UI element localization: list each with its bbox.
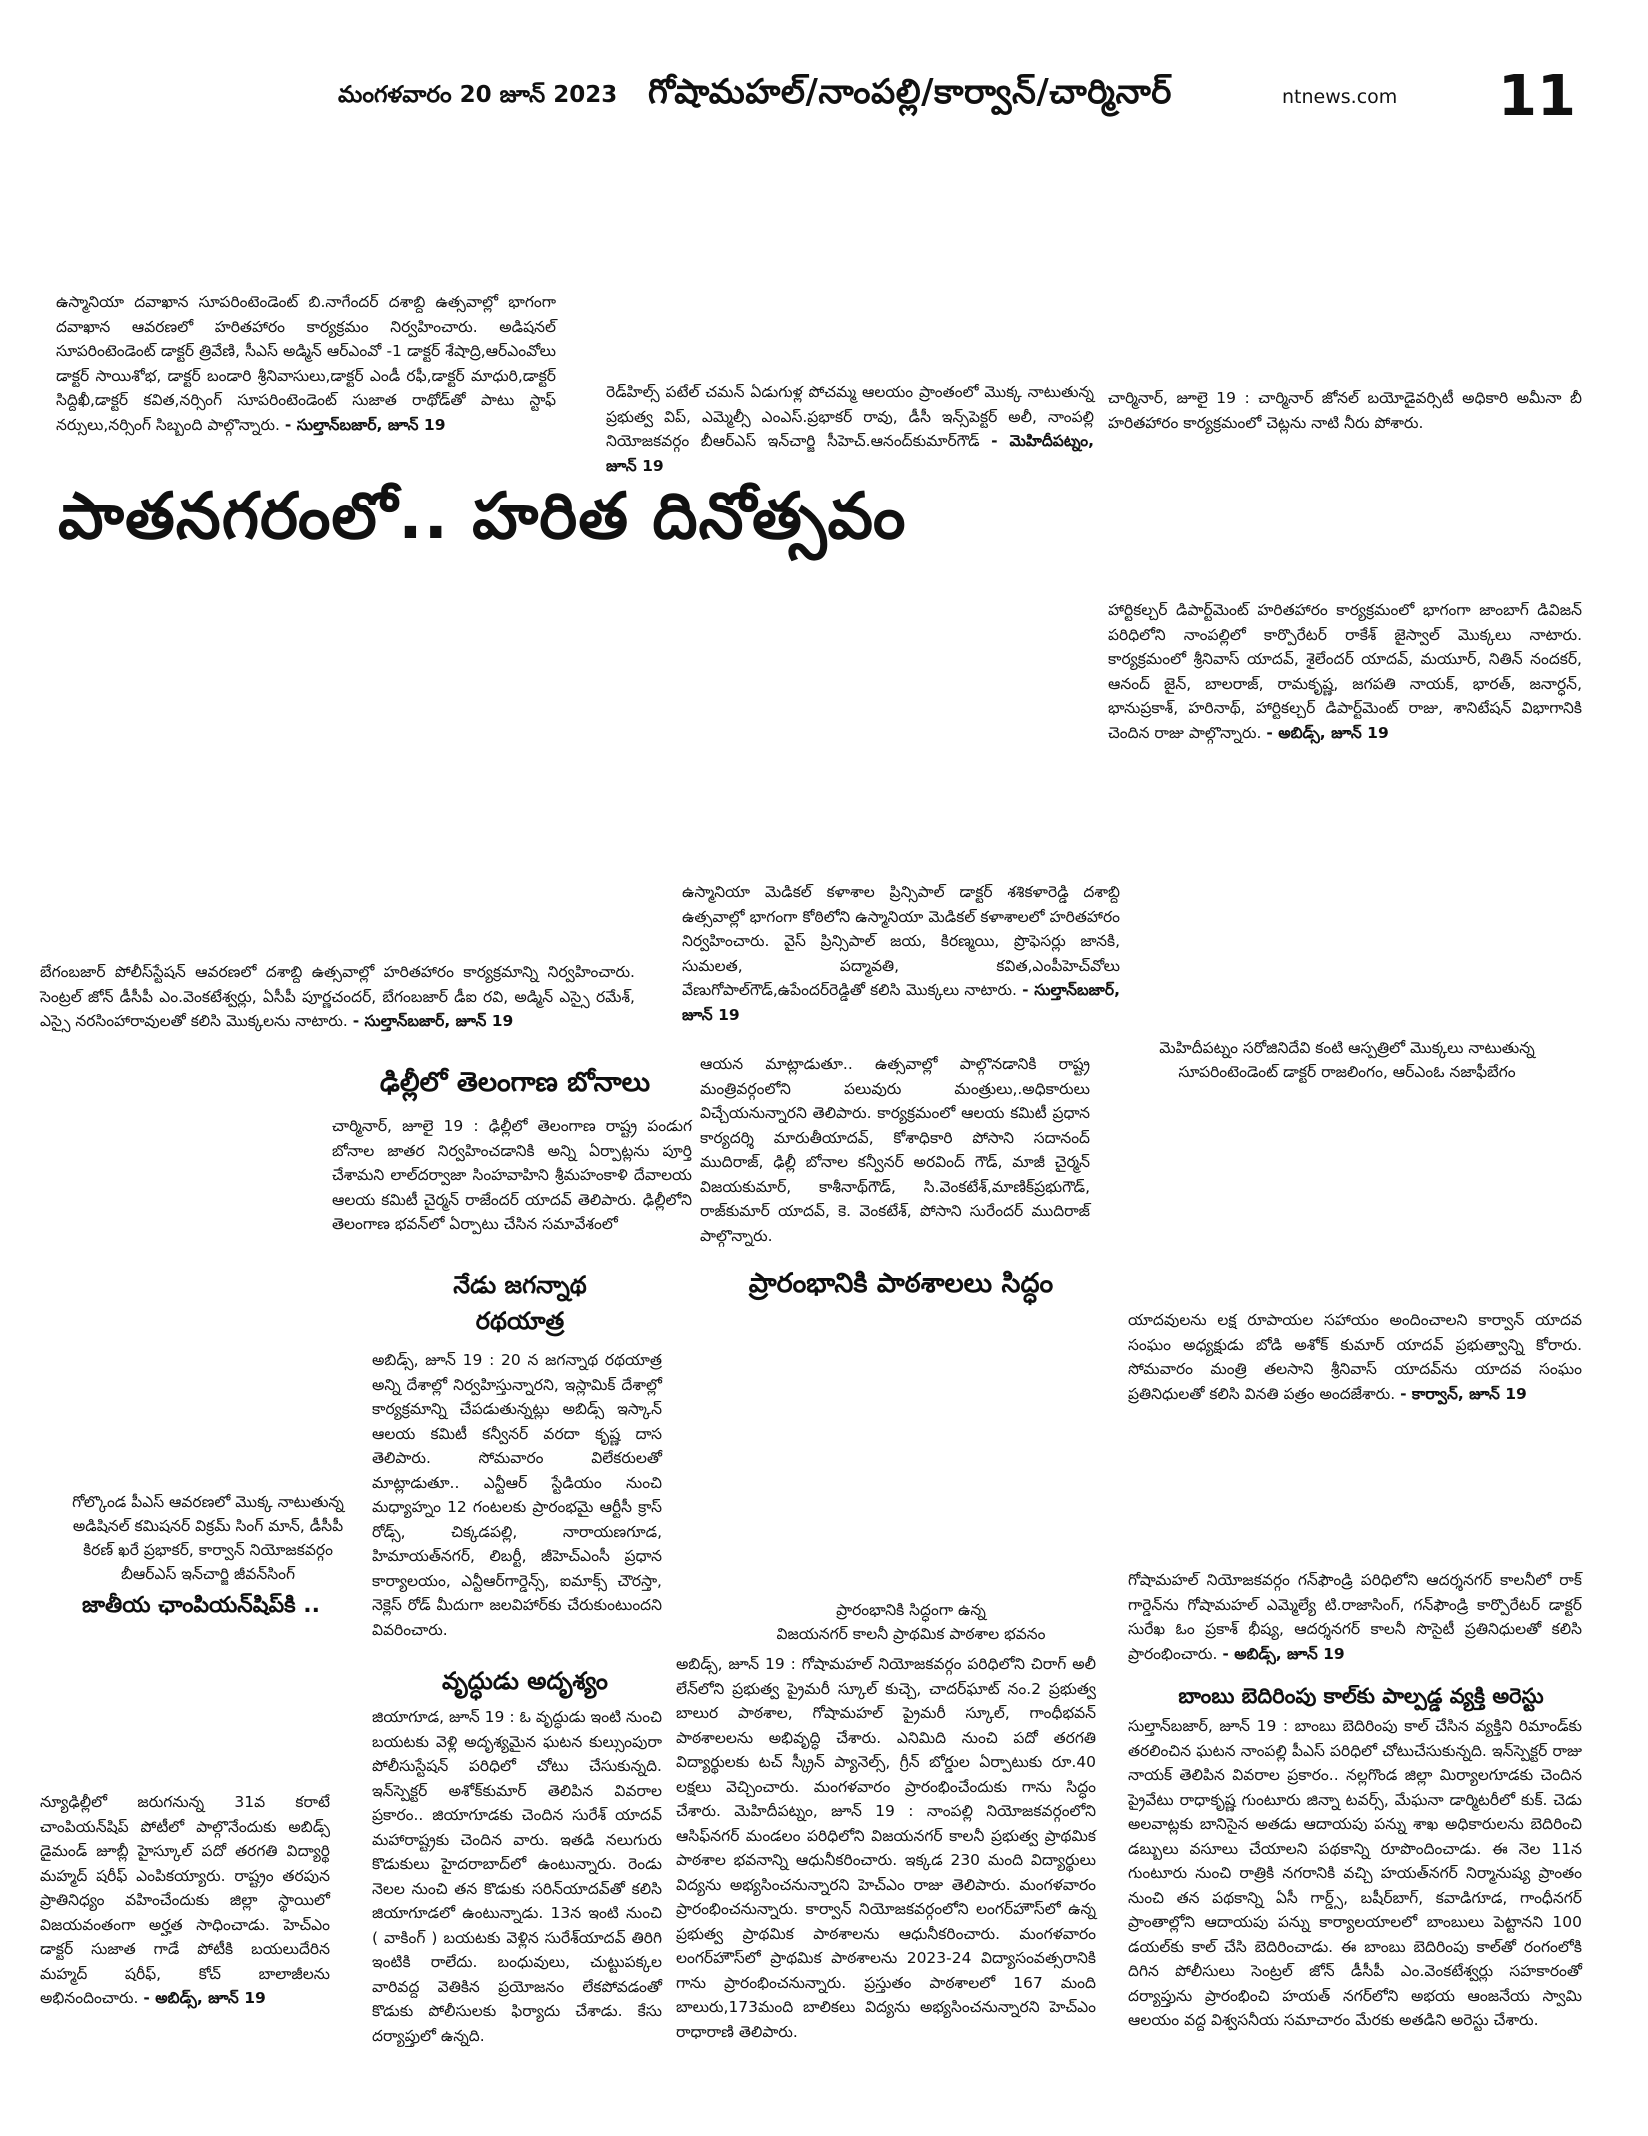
story-body-delhi-bonalu-2: ఆయన మాట్లాడుతూ.. ఉత్సవాల్లో పాల్గొనడానికి రాష్ట్ర మంత్రివర్గంలోని పలువురు మంత్రులు,.అధికారులు విచ్చేయనున్నారని తెలిపారు. కార్యక్రమంలో ఆలయ కమిటీ ప్రధాన కార్యదర్శి మారుతీయాదవ్, కోశాధికారి పోసాని సదానంద్ ముదిరాజ్, ఢిల్లీ బోనాల కన్వీనర్ అరవింద్ గౌడ్, మాజీ చైర్మన్ విజయకుమార్, కాశీనాథ్‌గౌడ్, సి.వెంకటేశ్,మాణిక్‌ప్రభుగౌడ్, రాజ్‌కుమార్ యాదవ్, కె. వెంకటేశ్, పోసాని సురేందర్ ముదిరాజ్ పాల్గొన్నారు. — [700, 1055, 1090, 1245]
edition-date: మంగళవారం 20 జూన్ 2023 — [338, 82, 618, 108]
caption-redhills — [606, 380, 1094, 478]
story-title-delhi-bonalu: ఢిల్లీలో తెలంగాణ బోనాలు — [379, 1067, 651, 1098]
story-body-missing: జియాగూడ, జూన్ 19 : ఓ వృద్ధుడు ఇంటి నుంచి బయటకు వెళ్లి అదృశ్యమైన ఘటన కుల్సుంపురా పోలీసుస్టేషన్ పరిధిలో చోటు చేసుకున్నది. ఇన్‌స్పెక్టర్ అశోక్‌కుమార్ తెలిపిన వివరాల ప్రకారం.. జియాగూడకు చెందిన సురేశ్ యాదవ్ మహారాష్ట్రకు చెందిన వారు. ఇతడి నలుగురు కొడుకులు హైదరాబాద్‌లో ఉంటున్నారు. రెండు నెలల నుంచి తన కొడుకు సరిన్‌యాదవ్‌తో కలిసి జియాగూడలో ఉంటున్నాడు. 13న ఇంటి నుంచి ( వాకింగ్ ) బయటకు వెళ్లిన సురేశ్‌యాదవ్ తిరిగి ఇంటికి రాలేదు. బంధువులు, చుట్టుపక్కల వారివద్ద వెతికిన ప్రయోజనం లేకపోవడంతో కొడుకు పోలీసులకు ఫిర్యాదు చేశాడు. కేసు దర్యాప్తులో ఉన్నది. — [372, 1708, 662, 2045]
story-byline-karwan-yadav: - కార్వాన్, జూన్ 19 — [1400, 1384, 1527, 1403]
caption-text: హార్టికల్చర్ డిపార్ట్‌మెంట్ హరితహారం కార్యక్రమంలో భాగంగా జాంబాగ్ డివిజన్ పరిధిలోని నాంపల్లిలో కార్పొరేటర్ రాకేశ్ జైస్వాల్ మొక్కలు నాటారు. కార్యక్రమంలో శ్రీనివాస్ యాదవ్, శైలేందర్ యాదవ్, మయూర్, నితిన్ నందకర్, ఆనంద్ జైన్, బాలరాజ్, రామకృష్ణ, జగపతి నాయక్, భారత్, జనార్ధన్, భానుప్రకాశ్, హరినాథ్, హార్టికల్చర్ డిపార్ట్‌మెంట్ రాజు, శానిటేషన్ విభాగానికి చెందిన రాజు పాల్గొన్నారు. — [1108, 601, 1582, 742]
caption-line-1: ప్రారంభానికి సిద్ధంగా ఉన్న — [836, 1601, 986, 1619]
story-title-jagannatha-2: రథయాత్ర — [475, 1307, 565, 1335]
caption-byline: - సుల్తాన్‌బజార్, జూన్ 19 — [284, 415, 446, 434]
story-karate — [40, 1790, 330, 2011]
caption-byline: - సుల్తాన్‌బజార్, జూన్ 19 — [682, 981, 1120, 1024]
story-goshamahal-colony — [1128, 1568, 1582, 1666]
story-byline-karate: - అబిడ్స్, జూన్ 19 — [143, 1989, 266, 2007]
caption-text: ఉస్మానియా మెడికల్ కళాశాల ప్రిన్సిపాల్ డాక్టర్ శశికళారెడ్డి దశాబ్ది ఉత్సవాల్లో భాగంగా కోఠిలోని ఉస్మానియా మెడికల్ కళాశాలలో హరితహారం నిర్వహించారు. వైస్ ప్రిన్సిపాల్ జయ, కిరణ్మయి, ప్రొఫెసర్లు జానకి, సుమలత, పద్మావతి, కవిత,ఎంపీహెచ్‌వోలు వేణుగోపాల్‌గౌడ్,ఉపేందర్‌రెడ్డితో కలిసి మొక్కలు నాటారు. — [682, 883, 1120, 999]
caption-school-photo — [746, 1598, 1076, 1646]
story-body-jagannatha: అబిడ్స్, జూన్ 19 : 20 న జగన్నాథ రథయాత్ర అన్ని దేశాల్లో నిర్వహిస్తున్నారని, ఇస్లామిక్ దేశాల్లో కార్యక్రమాన్ని చేపడుతున్నట్లు అబిడ్స్ ఇస్కాన్ ఆలయ కమిటీ కన్వీనర్ వరదా కృష్ణ దాస తెలిపారు. సోమవారం విలేకరులతో మాట్లాడుతూ.. ఎన్టీఆర్ స్టేడియం నుంచి మధ్యాహ్నం 12 గంటలకు ప్రారంభమై ఆర్టీసీ క్రాస్ రోడ్స్, చిక్కడపల్లి, నారాయణగూడ, హిమాయత్‌నగర్, లిబర్టీ, జీహెచ్‌ఎంసీ ప్రధాన కార్యాలయం, ఎన్టీఆర్‌గార్డెన్స్, ఐమాక్స్ చౌరస్తా, నెక్లెస్ రోడ్ మీదుగా జలవిహార్‌కు చేరుకుంటుందని వివరించారు. — [372, 1351, 662, 1639]
story-title-bomb-call: బాంబు బెదిరింపు కాల్‌కు పాల్పడ్డ వ్యక్తి అరెస్టు — [1178, 1684, 1544, 1708]
story-body-delhi-bonalu-1: చార్మినార్, జూలై 19 : ఢిల్లీలో తెలంగాణ రాష్ట్ర పండుగ బోనాల జాతర నిర్వహించడానికి అన్ని ఏర్పాట్లను పూర్తి చేశామని లాల్‌దర్వాజా సింహవాహిని శ్రీమహంకాళి దేవాలయ ఆలయ కమిటీ చైర్మన్ రాజేందర్ యాదవ్ తెలిపారు. ఢిల్లీలోని తెలంగాణ భవన్‌లో ఏర్పాటు చేసిన సమావేశంలో — [332, 1117, 692, 1233]
edition-area-title: గోషామహల్/నాంపల్లి/కార్వాన్/చార్మినార్ — [648, 72, 1172, 112]
main-headline: పాతనగరంలో.. హరిత దినోత్సవం — [58, 480, 907, 554]
story-karwan-yadav — [1128, 1308, 1582, 1406]
caption-text: చార్మినార్, జూలై 19 : చార్మినార్ జోనల్ బయోడైవర్సిటీ అధికారి అమీనా బీ హరితహారం కార్యక్రమంలో చెట్లను నాటి నీరు పోశారు. — [1108, 389, 1582, 432]
caption-text: మెహిదీపట్నం సరోజినిదేవి కంటి ఆస్పత్రిలో మొక్కలు నాటుతున్న సూపరింటెండెంట్ డాక్టర్ రాజలింగం, ఆర్ఎంఓ నజాఫీబేగం — [1159, 1039, 1535, 1081]
caption-byline: - అబిడ్స్, జూన్ 19 — [1266, 723, 1389, 742]
caption-osmania-medical — [682, 880, 1120, 1027]
caption-mehdipatnam-eye — [1126, 1036, 1568, 1084]
story-title-missing: వృద్ధుడు అదృశ్యం — [442, 1667, 608, 1695]
caption-text: గోల్కొండ పీఎస్ ఆవరణలో మొక్క నాటుతున్న అడిషినల్ కమిషనర్ విక్రమ్ సింగ్ మాన్, డీసీపీ కిరణ్ ఖరే ప్రభాకర్, కార్వాన్ నియోజకవర్గం బీఆర్ఎస్ ఇన్‌చార్జి జీవన్‌సింగ్ — [72, 1493, 344, 1583]
story-title-schools: ప్రారంభానికి పాఠశాలలు సిద్ధం — [748, 1268, 1054, 1299]
caption-text: ఉస్మానియా దవాఖాన సూపరింటెండెంట్ బి.నాగేందర్ దశాబ్ది ఉత్సవాల్లో భాగంగా దవాఖాన ఆవరణలో హరితహారం కార్యక్రమం నిర్వహించారు. అడిషనల్ సూపరింటెండెంట్ డాక్టర్ త్రివేణి, సీఎస్ అడ్మిన్ ఆర్ఎంవో -1 డాక్టర్ శేషాద్రి,ఆర్ఎంవోలు డాక్టర్ సాయిశోభ, డాక్టర్ బండారి శ్రీనివాసులు,డాక్టర్ ఎండీ రఫీ,డాక్టర్ మాధురి,డాక్టర్ సిద్దిఖీ,డాక్టర్ కవిత,నర్సింగ్ సూపరింటెండెంట్ సుజాత రాథోడ్‌తో పాటు స్టాఫ్ నర్సులు,నర్సింగ్ సిబ్బంది పాల్గొన్నారు. — [56, 293, 556, 434]
website-label: ntnews.com — [1282, 86, 1398, 108]
story-byline-goshamahal-colony: - అబిడ్స్, జూన్ 19 — [1222, 1644, 1345, 1663]
caption-text: బేగంబజార్ పోలీస్‌స్టేషన్ ఆవరణలో దశాబ్ది ఉత్సవాల్లో హరితహారం కార్యక్రమాన్ని నిర్వహించారు. సెంట్రల్ జోన్ డీసీపీ ఎం.వెంకటేశ్వర్లు, ఏసీపీ పూర్ణచందర్, బేగంబజార్ డీఐ రవి, అడ్మిన్ ఎస్సై రమేశ్, ఎస్సై నరసింహారావులతో కలిసి మొక్కలను నాటారు. — [40, 963, 635, 1030]
caption-osmania-hospital — [56, 290, 556, 437]
caption-byline: - మెహిదీపట్నం, జూన్ 19 — [606, 432, 1094, 475]
caption-line-2: విజయనగర్ కాలనీ ప్రాథమిక పాఠశాల భవనం — [776, 1625, 1046, 1643]
caption-begumbazar — [40, 960, 635, 1034]
caption-golconda — [58, 1490, 358, 1586]
story-body-goshamahal-colony: గోషామహల్ నియోజకవర్గం గన్‌ఫౌండ్రి పరిధిలోని ఆదర్శనగర్ కాలనీలో రాక్ గార్డెన్‌ను గోషామహల్ ఎమ్మెల్యే టి.రాజాసింగ్, గన్‌ఫౌండ్రి కార్పొరేటర్ డాక్టర్ సురేఖ ఓం ప్రకాశ్ భీష్య, ఆదర్శనగర్ కాలనీ సొసైటీ ప్రతినిధులతో కలిసి ప్రారంభించారు. — [1128, 1571, 1582, 1663]
caption-text: రెడ్‌హిల్స్ పటేల్ చమన్ ఏడుగుళ్ల పోచమ్మ ఆలయం ప్రాంతంలో మొక్క నాటుతున్న ప్రభుత్వ విప్, ఎమ్మెల్సీ ఎంఎస్.ప్రభాకర్ రావు, డీసీ ఇన్స్‌పెక్టర్ అలీ, నాంపల్లి నియోజకవర్గం బీఆర్ఎస్ ఇన్‌చార్జి సీహెచ్.ఆనంద్‌కుమార్‌గౌడ్ — [606, 383, 1094, 450]
story-title-jagannatha-1: నేడు జగన్నాథ — [453, 1271, 587, 1299]
story-title-karate: జాతీయ ఛాంపియన్‌షిప్‌కి .. — [82, 1593, 320, 1618]
story-body-schools: అబిడ్స్, జూన్ 19 : గోషామహల్ నియోజకవర్గం పరిధిలోని చిరాగ్ అలీ లేన్‌లోని ప్రభుత్వ ప్రైమరీ స్కూల్ కుచ్చె, చాదర్‌ఘాట్ నం.2 ప్రభుత్వ బాలుర పాఠశాల, గోషామహల్ ప్రైమరీ స్కూల్, గాంధీభవన్ పాఠశాలలను అభివృద్ధి చేశారు. ఎనిమిది నుంచి పదో తరగతి విద్యార్థులకు టచ్ స్క్రీన్ ప్యానెల్స్, గ్రీన్ బోర్డుల ఏర్పాటుకు రూ.40 లక్షలు వెచ్చించారు. మంగళవారం ప్రారంభించేందుకు గాను సిద్ధం చేశారు. మెహిదీపట్నం, జూన్ 19 : నాంపల్లి నియోజకవర్గంలోని ఆసిఫ్‌నగర్ మండలం పరిధిలోని విజయనగర్ కాలనీ ప్రభుత్వ ప్రాథమిక పాఠశాల భవనాన్ని ఆధునీకరించారు. ఇక్కడ 230 మంది విద్యార్థులు విద్యను అభ్యసించనున్నారని హెచ్ఎం రాజు తెలిపారు. మంగళవారం ప్రారంభించనున్నారు. కార్వాన్ నియోజకవర్గంలోని లంగర్‌హౌస్‌లో ఉన్న ప్రభుత్వ ప్రాథమిక పాఠశాలను ఆధునీకరించారు. మంగళవారం లంగర్‌హౌస్‌లో ప్రాథమిక పాఠశాలను 2023-24 విద్యాసంవత్సరానికి గాను ప్రారంభించనున్నారు. ప్రస్తుతం పాఠశాలలో 167 మంది బాలురు,173మంది బాలికలు విద్యను అభ్యసించనున్నారని హెచ్ఎం రాధారాణి తెలిపారు. — [676, 1655, 1096, 2041]
story-body-karate: న్యూఢిల్లీలో జరుగనున్న 31వ కరాటే చాంపియన్‌షిప్ పోటీలో పాల్గొనేందుకు అబిడ్స్ డైమండ్ జూబ్లీ హైస్కూల్ పదో తరగతి విద్యార్థి మహ్మద్ షరీఫ్ ఎంపికయ్యారు. రాష్ట్రం తరపున ప్రాతినిధ్యం వహించేందుకు జిల్లా స్థాయిలో విజయవంతంగా అర్హత సాధించాడు. హెచ్ఎం డాక్టర్ సుజాత గాడే పోటీకి బయలుదేరిన మహ్మద్ షరీఫ్, కోచ్ బాలాజీలను అభినందించారు. — [40, 1793, 330, 2007]
caption-charminar-zonal — [1108, 386, 1582, 435]
caption-byline: - సుల్తాన్‌బజార్, జూన్ 19 — [352, 1012, 514, 1030]
story-body-bomb-call: సుల్తాన్‌బజార్, జూన్ 19 : బాంబు బెదిరింపు కాల్ చేసిన వ్యక్తిని రిమాండ్‌కు తరలించిన ఘటన నాంపల్లి పీఎస్ పరిధిలో చోటుచేసుకున్నది. ఇన్‌స్పెక్టర్ రాజు నాయక్ తెలిపిన వివరాల ప్రకారం.. నల్లగొండ జిల్లా మిర్యాలగూడకు చెందిన ప్రైవేటు రాధాకృష్ణ గుంటూరు జిన్నా టవర్స్, మేఘనా డార్మిటరీలో కుక్. చెడు అలవాట్లకు బానిసైన అతడు ఆదాయపు పన్ను శాఖ అధికారులను బెదిరించి డబ్బులు వసూలు చేయాలని పథకాన్ని రూపొందించాడు. ఈ నెల 11న గుంటూరు నుంచి రాత్రికి నగరానికి వచ్చి హయత్‌నగర్ నిర్మానుష్య ప్రాంతం నుంచి తన పథకాన్ని ఏసీ గార్డ్స్, బషీర్‌బాగ్, కవాడిగూడ, గాంధీనగర్ ప్రాంతాల్లోని ఆదాయపు పన్ను కార్యాలయాలలో బాంబులు పెట్టానని 100 డయల్‌కు కాల్ చేసి బెదిరించాడు. ఈ బాంబు బెదిరింపు కాల్‌తో రంగంలోకి దిగిన పోలీసులు సెంట్రల్ జోన్ డీసీపీ ఎం.వెంకటేశ్వర్లు సహకారంతో దర్యాప్తును ప్రారంభించి హయత్ నగర్‌లోని అభయ ఆంజనేయ స్వామి ఆలయం వద్ద విశ్వసనీయ సమాచారం మేరకు అతడిని అరెస్టు చేశారు. — [1128, 1717, 1582, 2029]
page-number: 11 — [1498, 64, 1576, 129]
caption-horticulture — [1108, 598, 1582, 745]
story-body-karwan-yadav: యాదవులను లక్ష రూపాయల సహాయం అందించాలని కార్వాన్ యాదవ సంఘం అధ్యక్షుడు బోడి అశోక్ కుమార్ యాదవ్ ప్రభుత్వాన్ని కోరారు. సోమవారం మంత్రి తలసాని శ్రీనివాస్ యాదవ్‌ను యాదవ సంఘం ప్రతినిధులతో కలిసి వినతి పత్రం అందజేశారు. — [1128, 1311, 1582, 1403]
